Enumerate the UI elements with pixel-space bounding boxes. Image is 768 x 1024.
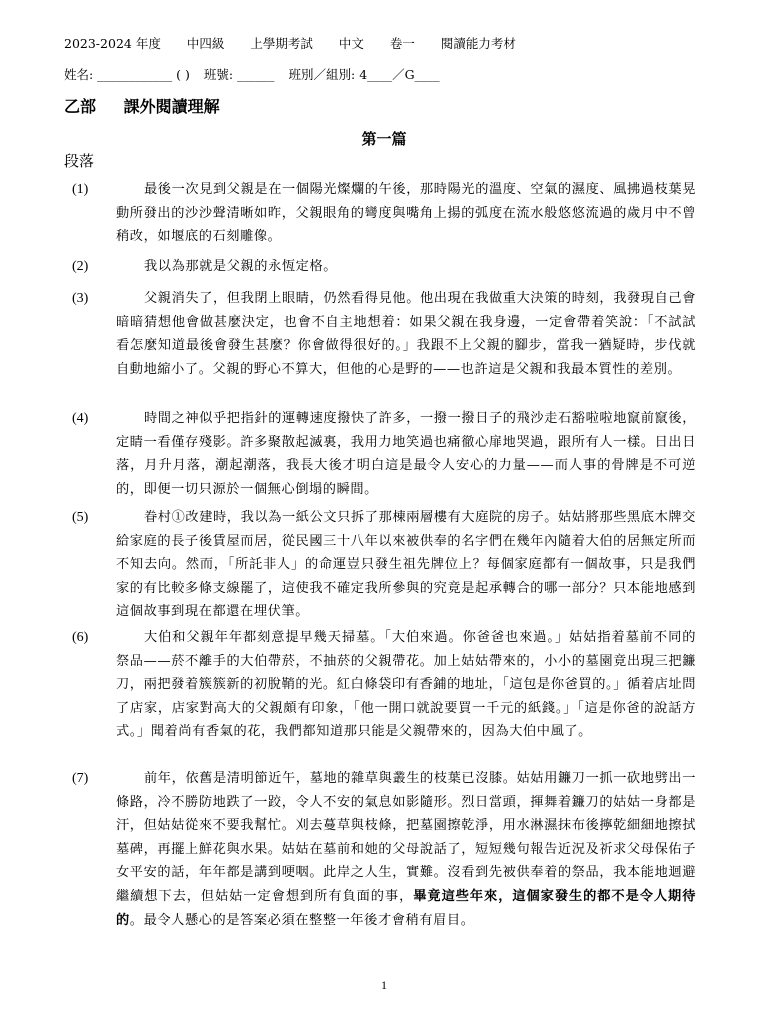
paragraph-number: (7) bbox=[72, 771, 89, 786]
paragraph-text: 我以為那就是父親的永恆定格。 bbox=[144, 259, 338, 274]
paragraph-text: 眷村①改建時，我以為一紙公文只拆了那棟兩層樓有大庭院的房子。姑姑將那些黑底木牌交給家庭的長子後賃屋而居，從民國三十八年以來被供奉的名字們在幾年內隨着大伯的居無定所而不知去向。然而，「所託非人」的命運豈只發生祖先牌位上？每個家庭都有一個故事，只是我們家的有比較多條支線罷了，這使我不確定我所參與的究竟是起承轉合的哪一部分？只本能地感到這個故事到現在都還在埋伏筆。 bbox=[116, 510, 696, 620]
paragraph-text-part: 。最令人懸心的是答案必須在整整一年後才會稍有眉目。 bbox=[129, 912, 475, 928]
paragraph-number: (3) bbox=[72, 291, 89, 306]
paragraph-number: (4) bbox=[72, 411, 89, 426]
chapter-title: 第一篇 bbox=[361, 130, 407, 148]
paragraph-number: (5) bbox=[72, 510, 89, 525]
paragraph-text: 大伯和父親年年都刻意提早幾天掃墓。「大伯來過。你爸爸也來過。」姑姑指着墓前不同的祭品——菸不離手的大伯帶菸，不抽菸的父親帶花。加上姑姑帶來的，小小的墓園竟出現三把鐮刀，兩把發着簇簇新的初脫鞘的光。紅白條袋印有香鋪的地址，「這包是你爸買的。」循着店址問了店家，店家對高大的父親頗有印象，「他一開口就說要買一千元的紙錢。」「這是你爸的說話方式。」聞着尚有香氣的花，我們都知道那只能是父親帶來的，因為大伯中風了。 bbox=[116, 630, 696, 740]
exam-year: 2023-2024 年度 bbox=[64, 36, 161, 51]
page-number: 1 bbox=[381, 978, 387, 992]
exam-material: 閱讀能力考材 bbox=[440, 36, 516, 51]
exam-header bbox=[64, 34, 538, 52]
paragraph-3 bbox=[64, 287, 704, 381]
paragraph-text: 父親消失了，但我閉上眼睛，仍然看得見他。他出現在我做重大決策的時刻，我發現自己會暗暗猜想他會做甚麼決定，也會不自主地想着：如果父親在我身邊，一定會帶着笑說：「不試試看怎麼知道最後會發生甚麼？你會做得很好的。」我跟不上父親的腳步，當我一猶疑時，步伐就自動地縮小了。父親的野心不算大，但他的心是野的——也許這是父親和我最本質性的差別。 bbox=[116, 291, 696, 377]
paragraph-label: 段落 bbox=[64, 152, 95, 170]
paragraph-text: 時間之神似乎把指針的運轉速度撥快了許多，一撥一撥日子的飛沙走石豁啦啦地竄前竄後，定睛一看僅存殘影。許多聚散起滅裏，我用力地笑過也痛徹心扉地哭過，跟所有人一樣。日出日落，月升月落，潮起潮落，我長大後才明白這是最令人安心的力量——而人事的骨牌是不可逆的，即便一切只源於一個無心倒塌的瞬間。 bbox=[116, 411, 696, 497]
paragraph-4 bbox=[64, 407, 704, 501]
emphasized-sentence: 畢竟這些年來，這個家發生的都不是令人期待的 bbox=[116, 888, 696, 928]
paragraph-1 bbox=[64, 178, 704, 249]
section-heading bbox=[64, 94, 220, 117]
class-group-field[interactable]: 班別／組別: 4____／G____ bbox=[288, 67, 440, 82]
paragraph-2 bbox=[64, 255, 704, 279]
paragraph-7 bbox=[64, 767, 704, 932]
exam-term: 上學期考試 bbox=[250, 36, 313, 51]
section-title: 課外閱讀理解 bbox=[123, 97, 220, 116]
name-field[interactable]: 姓名: ____________ ( ) bbox=[64, 67, 190, 82]
paragraph-text bbox=[116, 767, 696, 932]
paragraph-text: 最後一次見到父親是在一個陽光燦爛的午後，那時陽光的溫度、空氣的濕度、風拂過枝葉晃動所發出的沙沙聲清晰如昨，父親眼角的彎度與嘴角上揚的弧度在流水般悠悠流過的歲月中不曾稍改，如堰底的石刻雕像。 bbox=[116, 182, 696, 245]
student-info bbox=[64, 65, 450, 83]
class-number-field[interactable]: 班號: ______ bbox=[203, 67, 275, 82]
exam-subject: 中文 bbox=[338, 36, 364, 51]
paragraph-6 bbox=[64, 626, 704, 744]
paragraph-number: (1) bbox=[72, 182, 89, 197]
paragraph-number: (6) bbox=[72, 630, 89, 645]
paragraph-number: (2) bbox=[72, 259, 89, 274]
exam-paper: 卷一 bbox=[389, 36, 415, 51]
section-part: 乙部 bbox=[64, 97, 97, 116]
paragraph-5 bbox=[64, 506, 704, 624]
paragraph-text-part: 前年，依舊是清明節近午，墓地的雜草與叢生的枝葉已沒膝。姑姑用鐮刀一抓一砍地劈出一條路，冷不勝防地跌了一跤，令人不安的氣息如影隨形。烈日當頭，揮舞着鐮刀的姑姑一身都是汗，但姑姑從來不要我幫忙。刈去蔓草與枝條，把墓園擦乾淨，用水淋濕抹布後擰乾細細地擦拭墓碑，再擺上鮮花與水果。姑姑在墓前和她的父母說話了，短短幾句報告近況及祈求父母保佑子女平安的話，年年都是講到哽咽。此岸之人生，實難。沒看到先被供奉着的祭品，我本能地迴避繼續想下去，但姑姑一定會想到所有負面的事， bbox=[116, 771, 696, 904]
exam-grade: 中四級 bbox=[186, 36, 225, 51]
